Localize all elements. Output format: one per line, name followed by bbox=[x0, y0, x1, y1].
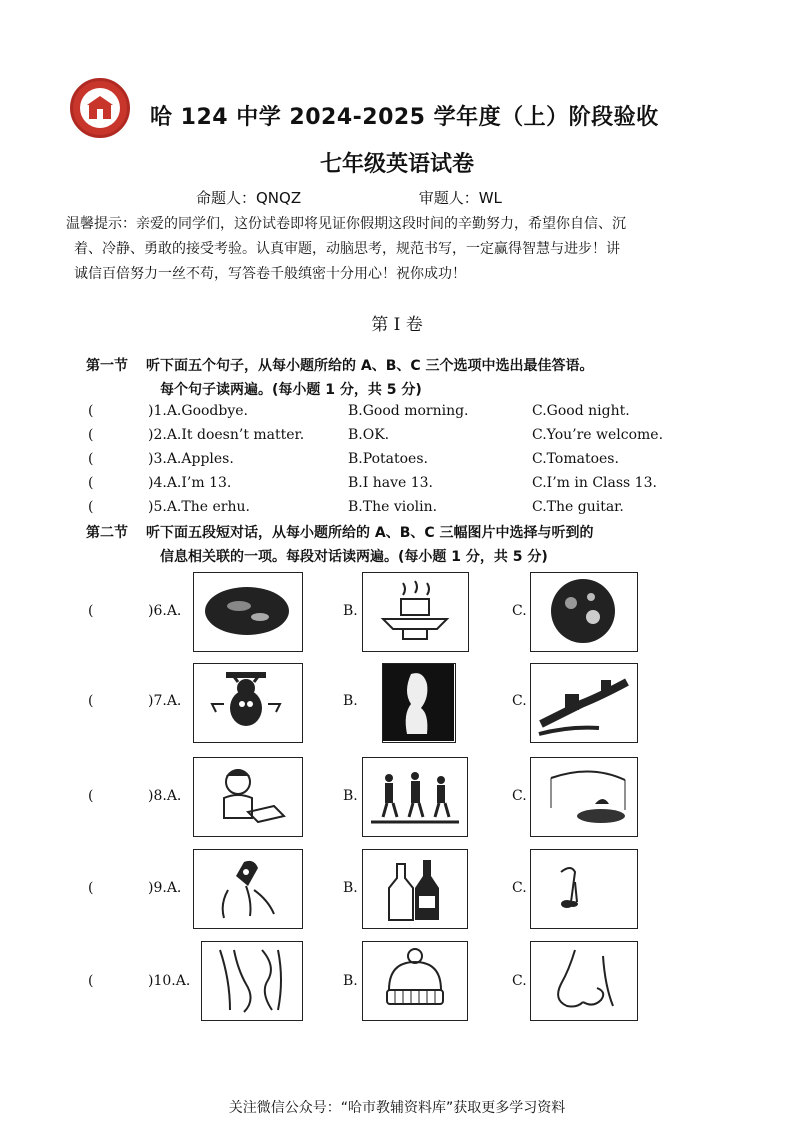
author-line bbox=[196, 187, 502, 208]
option-b: B.OK. bbox=[348, 427, 390, 443]
question-9-b: B. bbox=[343, 880, 358, 896]
option-c: C.Tomatoes. bbox=[532, 451, 619, 467]
great-wall-picture[interactable] bbox=[530, 663, 638, 743]
bottles-picture[interactable] bbox=[362, 849, 468, 929]
section1-instruction: 听下面五个句子，从每小题所给的 A、B、C 三个选项中选出最佳答语。 bbox=[146, 358, 594, 374]
question-6-a: )6.A. bbox=[148, 603, 182, 619]
exam-subtitle: 七年级英语试卷 bbox=[319, 152, 474, 177]
pie-picture[interactable] bbox=[530, 572, 638, 652]
option-a: )3.A.Apples. bbox=[148, 451, 234, 467]
section2-instruction-2: 信息相关联的一项。每段对话读两遍。(每小题 1 分，共 5 分) bbox=[160, 549, 548, 565]
answer-paren[interactable]: ( bbox=[88, 973, 94, 989]
answer-paren[interactable]: ( bbox=[88, 788, 94, 804]
answer-paren[interactable]: ( bbox=[88, 403, 94, 419]
option-c: C.The guitar. bbox=[532, 499, 624, 515]
option-a: )1.A.Goodbye. bbox=[148, 403, 248, 419]
tips-line: 诚信百倍努力一丝不苟，写答卷千般缜密十分用心！祝你成功！ bbox=[74, 266, 466, 282]
music-note-picture[interactable] bbox=[530, 849, 638, 929]
option-b: B.Good morning. bbox=[348, 403, 469, 419]
logo-emblem-icon bbox=[80, 88, 120, 128]
pizza-picture[interactable] bbox=[193, 572, 303, 652]
volume-heading: 第 I 卷 bbox=[371, 315, 423, 335]
question-10-a: )10.A. bbox=[148, 973, 191, 989]
option-b: B.I have 13. bbox=[348, 475, 433, 491]
answer-paren[interactable]: ( bbox=[88, 451, 94, 467]
hat-picture[interactable] bbox=[362, 941, 468, 1021]
section1-instruction-2: 每个句子读两遍。(每小题 1 分，共 5 分) bbox=[160, 382, 422, 398]
question-6-c: C. bbox=[512, 603, 527, 619]
question-10-b: B. bbox=[343, 973, 358, 989]
fishing-picture[interactable] bbox=[530, 757, 638, 837]
answer-paren[interactable]: ( bbox=[88, 880, 94, 896]
nose-picture[interactable] bbox=[530, 941, 638, 1021]
option-b: B.The violin. bbox=[348, 499, 438, 515]
school-logo bbox=[70, 78, 130, 138]
option-c: C.Good night. bbox=[532, 403, 630, 419]
question-9-c: C. bbox=[512, 880, 527, 896]
hotpot-picture[interactable] bbox=[362, 572, 469, 652]
hands-picture[interactable] bbox=[193, 849, 303, 929]
reviewer-label: 审题人：WL bbox=[418, 189, 502, 207]
question-9-a: )9.A. bbox=[148, 880, 182, 896]
kangaroo-picture[interactable] bbox=[193, 663, 303, 743]
section1-label: 第一节 bbox=[86, 358, 128, 374]
footer-note: 关注微信公众号：“哈市教辅资料库”获取更多学习资料 bbox=[228, 1100, 566, 1116]
option-a: )4.A.I’m 13. bbox=[148, 475, 232, 491]
answer-paren[interactable]: ( bbox=[88, 475, 94, 491]
reading-boy-picture[interactable] bbox=[193, 757, 303, 837]
tips-line: 着、冷静、勇敢的接受考验。认真审题，动脑思考，规范书写，一定赢得智慧与进步！讲 bbox=[74, 241, 620, 257]
question-7-b: B. bbox=[343, 693, 358, 709]
hiking-picture[interactable] bbox=[362, 757, 468, 837]
option-a: )2.A.It doesn’t matter. bbox=[148, 427, 305, 443]
question-8-b: B. bbox=[343, 788, 358, 804]
author-label: 命题人：QNQZ bbox=[196, 189, 302, 207]
option-b: B.Potatoes. bbox=[348, 451, 428, 467]
knees-picture[interactable] bbox=[201, 941, 303, 1021]
question-7-a: )7.A. bbox=[148, 693, 182, 709]
answer-paren[interactable]: ( bbox=[88, 693, 94, 709]
tips-line: 温馨提示：亲爱的同学们，这份试卷即将见证你假期这段时间的辛勤努力，希望你自信、沉 bbox=[66, 216, 626, 232]
question-8-c: C. bbox=[512, 788, 527, 804]
section2-label: 第二节 bbox=[86, 525, 128, 541]
option-c: C.I’m in Class 13. bbox=[532, 475, 657, 491]
question-6-b: B. bbox=[343, 603, 358, 619]
question-8-a: )8.A. bbox=[148, 788, 182, 804]
section2-instruction: 听下面五段短对话，从每小题所给的 A、B、C 三幅图片中选择与听到的 bbox=[146, 525, 594, 541]
merlion-picture[interactable] bbox=[382, 663, 456, 743]
exam-title: 哈 124 中学 2024-2025 学年度（上）阶段验收 bbox=[150, 105, 659, 130]
question-10-c: C. bbox=[512, 973, 527, 989]
answer-paren[interactable]: ( bbox=[88, 603, 94, 619]
answer-paren[interactable]: ( bbox=[88, 499, 94, 515]
question-7-c: C. bbox=[512, 693, 527, 709]
tips-block bbox=[66, 212, 716, 287]
answer-paren[interactable]: ( bbox=[88, 427, 94, 443]
option-a: )5.A.The erhu. bbox=[148, 499, 250, 515]
option-c: C.You’re welcome. bbox=[532, 427, 664, 443]
